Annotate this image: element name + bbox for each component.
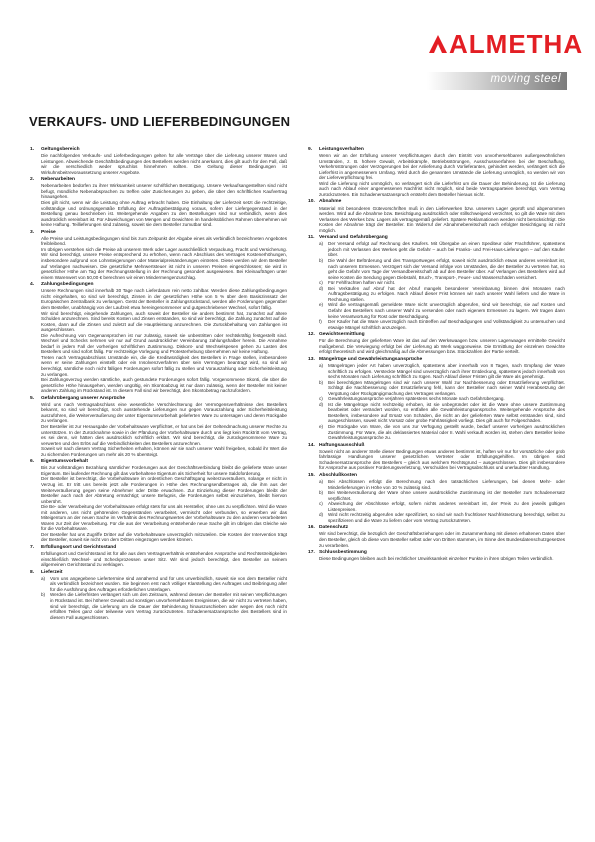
section-title: Zahlungsbedingungen <box>41 282 94 288</box>
list-item-text: Ist die Mängelrüge nicht rechtzeitig erhoben, ist sie unbegründet oder ist die Ware ohne unsere Zustimmung bearbeitet oder verändert worden, so entfallen alle Gewährleistungsansprüche. Weitergehende Ansprüche des Bestellers, insbesondere auf Ersatz von Schäden, die nicht an der gelieferten Ware selbst entstanden sind, sind ausgeschlossen, soweit nicht Vorsatz oder grobe Fahrlässigkeit vorliegt. Dies gilt auch für Folgeschäden. <box>328 401 565 424</box>
section-paragraph: Die nachfolgenden Verkaufs- und Lieferbedingungen gelten für alle Verträge über die Lieferung unserer Waren und Leistungen. Abweichende Geschäftsbedingungen des Bestellers werden nicht anerkannt, dies gilt auch für den Fall, daß wir die verschiedlich weder spruchlos hinnehmen sollten. Die Geltung dieser Bedingungen ist Wirkuhnsbeitrevoraussetzung unserer Angebote. <box>41 153 287 175</box>
section-paragraph: Der Besteller hat uns Zugriffe Dritter auf die Vorbehaltsware unverzüglich mitzuteilen. Die Kosten der Intervention trägt der Besteller, soweit sie nicht von dem Dritten eingezogen werden können. <box>41 531 287 543</box>
section-body <box>41 183 287 227</box>
section-number: 6. <box>30 459 35 465</box>
section-title: Gewichtsermittlung <box>319 332 365 338</box>
list-item-letter: f) <box>319 319 322 325</box>
section-title: Abnahme <box>319 199 342 205</box>
list-item-letter: a) <box>319 241 324 247</box>
section-paragraph: Nebenarbeiten bedürfen zu ihrer Wirksamkeit unserer schriftlichen Bestätigung. Unsere Verkaufsangestellten sind nicht befugt, mündliche Nebenabsprachen zu treffen oder Zusicherungen zu geben, die über den schriftlichen Kaufvertrag hinausgehen. <box>41 183 287 200</box>
section-body <box>41 465 287 543</box>
section-list-item <box>319 363 565 380</box>
section-title: Nebenarbeiten <box>41 177 75 183</box>
list-item-letter: d) <box>319 512 324 518</box>
section-body <box>319 479 565 523</box>
list-item-text: Für Fehlfrachten haften wir nicht. <box>328 280 396 286</box>
section-number: 13. <box>308 356 315 362</box>
section-paragraph: Für die Berechnung der gelieferten Ware ist das auf den Werkswaagen bzw. unseren Lagerwaagen ermittelte Gewicht maßgebend. Die Verwiegung erfolgt bei der Lieferung ab Werk waggonweise. Die Ermittlung der einzelnen Gewichte erfolgt theoretisch und wird gleichmäßig auf die Abmessungen bzw. Stückzahlen der Partie verteilt. <box>319 338 565 355</box>
list-item-text: Bei Verkäufen auf Abruf hat der Abruf mangels besonderer Vereinbarung binnen drei Monaten nach Auftragsbestätigung zu erfolgen. Nach Ablauf dieser Frist können wir nach unserer Wahl liefern und die Ware in Rechnung stellen. <box>328 285 565 302</box>
section-title: Mängelrüge und Gewährleistungsansprüche <box>319 356 423 362</box>
terms-section <box>30 282 287 393</box>
section-paragraph: Die Aufrechnung von Gegenansprüchen ist nur zulässig, soweit sie unbestritten oder rechtskräftig festgestellt sind. Wechsel und Schecks nehmen wir nur auf Grund ausdrücklicher Vereinbarung zahlungshalber herein. Die Annahme bedarf in jedem Fall der vorherigen schriftlichen Zustimmung. Diskont- und Wechselspesen gehen zu Lasten des Bestellers und sind sofort fällig. Für rechtzeitige Vorlegung und Protesterhebung übernehmen wir keine Haftung. <box>41 332 287 355</box>
section-paragraph: Wir sind berechtigt, eingehende Zahlungen, auch soweit der Besteller sie anders bestimmt hat, zunächst auf ältere Schulden anzurechnen. Sind bereits Kosten und Zinsen entstanden, so sind wir berechtigt, die Zahlung zunächst auf die Kosten, dann auf die Zinsen und zuletzt auf die Hauptleistung anzurechnen. Die Zurückbehaltung von Zahlungen ist ausgeschlossen. <box>41 310 287 333</box>
section-title: Abschlußkosten <box>319 472 358 478</box>
list-item-text: Werden die Lieferfristen verlängert sich um den Zeitraum, während dessen der Besteller mit seinen Verpflichtungen in Rückstand ist. Bei höherer Gewalt und sonstigen unvorhersehbaren Ereignissen, die wir nicht zu vertreten haben, sind wir berechtigt, die Lieferung um die Dauer der Behinderung hinauszuschieben oder wegen des noch nicht erfüllten Teiles ganz oder teilweise vom Vertrag zurückzutreten. Schadenersatzansprüche des Bestellers sind in diesem Fall ausgeschlossen. <box>50 592 287 620</box>
section-body <box>41 236 287 280</box>
section-body <box>319 363 565 441</box>
terms-section <box>30 177 287 227</box>
list-item-text: Bei Weiterveräußerung der Ware ohne unsere ausdrückliche Zustimmung ist der Besteller zum Schadenersatz verpflichtet. <box>328 490 565 501</box>
list-item-letter: e) <box>319 302 324 308</box>
list-item-letter: c) <box>319 280 323 286</box>
section-paragraph: Wir sind berechtigt, die bezüglich der Geschäftsbeziehungen oder im Zusammenhang mit diesen erhaltenen Daten über den Besteller, gleich ob diese vom Besteller selbst oder von Dritten stammen, im Sinne des Bundesdatenschutzgesetzes zu verarbeiten. <box>319 531 565 548</box>
section-paragraph: Diese Bedingungen bleiben auch bei rechtlicher Unwirksamkeit einzelner Punkte in ihren übrigen Teilen verbindlich. <box>319 556 554 562</box>
terms-section <box>30 230 287 280</box>
section-number: 4. <box>30 282 35 288</box>
section-number: 3. <box>30 229 35 235</box>
list-item-text: Die Wahl der Beförderung und des Transportweges erfolgt, soweit nicht ausdrücklich etwas anderes vereinbart ist, nach unserem Ermessen. Verzögert sich der Versand infolge von Umständen, die der Besteller zu vertreten hat, so geht die Gefahr vom Tage der Versandbereitschaft ab auf den Besteller über. Auf Verlangen des Bestellers wird auf seine Kosten die Sendung gegen Diebstahl, Bruch-, Transport-, Feuer- und Wasserschäden versichert. <box>328 258 565 280</box>
list-item-letter: a) <box>41 575 46 581</box>
section-paragraph: Wird uns nach Vertragsabschluss eine wesentliche Verschlechterung der Vermögensverhältnisse des Bestellers bekannt, so sind wir berechtigt, noch ausstehende Lieferungen nur gegen Vorauszahlung oder Sicherheitsleistung auszuführen, die Weiterveräußerung der unter Eigentumsvorbehalt gelieferten Ware zu untersagen und deren Rückgabe zu verlangen. <box>41 401 287 424</box>
section-list-item <box>319 424 565 441</box>
section-list-item <box>319 402 565 424</box>
section-paragraph: Die Be- oder Verarbeitung der Vorbehaltsware erfolgt stets für uns als Hersteller, ohne uns zu verpflichten. Wird die Ware mit anderen, uns nicht gehörenden Gegenständen verarbeitet, vermischt oder verbunden, so erwerben wir das Miteigentum an der neuen Sache im Verhältnis des Rechnungswertes der Vorbehaltsware zu den anderen verarbeiteten Waren zur Zeit der Verarbeitung. Für die aus der Verarbeitung entstehende neue Sache gilt im übrigen das Gleiche wie für die Vorbehaltsware. <box>41 504 287 532</box>
section-paragraph: Erfüllungsort und Gerichtsstand ist für alle aus dem Vertragsverhältnis entstehenden Ansprüche und Rechtsstreitigkeiten einschließlich Wechsel- und Scheckprozessen unser Sitz. Wir sind jedoch berechtigt, den Besteller an seinem allgemeinen Gerichtsstand zu verklagen. <box>41 551 287 568</box>
section-title: Gefahrübergang unserer Ansprüche <box>41 395 126 401</box>
section-paragraph: Soweit nicht an anderer Stelle dieser Bedingungen etwas anderes bestimmt ist, haften wir nur für vorsätzliche oder grob fahrlässige Handlungen unserer gesetzlichen Vertreter oder Erfüllungsgehilfen. Im übrigen sind Schadenersatzansprüche des Bestellers – gleich aus welchem Rechtsgrund – ausgeschlossen. Dies gilt insbesondere für Ansprüche aus positiver Forderungsverletzung, Verschulden bei Vertragsabschluss und unerlaubter Handlung. <box>319 448 565 471</box>
section-paragraph: Bis zur vollständigen Bezahlung sämtlicher Forderungen aus der Geschäftsverbindung bleibt die gelieferte Ware unser Eigentum. Bei laufender Rechnung gilt das vorbehaltene Eigentum als Sicherheit für unsere Saldoforderung. <box>41 465 287 476</box>
section-list-item <box>41 576 287 593</box>
list-item-letter: e) <box>319 423 324 429</box>
section-list-item <box>319 258 565 280</box>
list-item-text: Der Käufer hat die Ware unverzüglich nach Eintreffen auf Beschädigungen und Vollständigkeit zu untersuchen und etwaige Mängel schriftlich anzuzeigen. <box>328 319 565 330</box>
section-body <box>319 531 565 548</box>
terms-section <box>30 147 287 175</box>
page-title: VERKAUFS- UND LIEFERBEDINGUNGEN <box>29 114 291 129</box>
section-paragraph: Der Besteller ist berechtigt, die Vorbehaltsware im ordentlichen Geschäftsgang weiterzuveräußern, solange er nicht in Verzug ist. Er tritt uns bereits jetzt alle Forderungen in Höhe des Rechnungsendbetrages ab, die ihm aus der Weiterveräußerung gegen seine Abnehmer oder Dritte erwachsen. Zur Einziehung dieser Forderungen bleibt der Besteller auch nach der Abtretung ermächtigt; unsere Befugnis, die Forderungen selbst einzuziehen, bleibt hiervon unberührt. <box>41 476 287 504</box>
section-title: Lieferzeit <box>41 569 63 575</box>
section-paragraph: Alle Preise und Leistungsbedingungen sind bis zum Zeitpunkt der Abgabe eines als verbindlich bezeichneten Angebotes freibleibend. <box>41 235 287 247</box>
section-paragraph: Bei Zahlungsverzug werden sämtliche, auch gestundete Forderungen sofort fällig. Vorgenommene Skonti, die über die gesetzliche Höhe hinausgehen, werden ungültig, ein Skontoabzug ist nur dann zulässig, wenn der Besteller mit keiner anderen Zahlung im Rückstand ist. In diesem Fall sind wir berechtigt, den Skontobetrag nachzufordern. <box>41 377 287 394</box>
list-item-text: Vom uns angegebene Liefertermine sind annähernd und für uns unverbindlich, soweit sie von dem Besteller nicht als verbindlich bezeichnet wurden. Sie beginnen erst nach völliger Klarstellung des Auftrages und Beibringung aller für die Ausführung des Auftrages erforderlichen Unterlagen. <box>50 575 287 592</box>
section-body <box>319 556 565 562</box>
section-paragraph: Wird die Lieferung nicht unmöglich, so verlängert sich die Lieferfrist um die Dauer der Behinderung. Ist die Lieferung auch nach Ablauf einer angemessenen Nachfrist nicht möglich, sind beide Vertragsparteien berechtigt, vom Vertrag zurückzutreten. Ein Schadenersatzanspruch entsteht dem Besteller hieraus nicht. <box>319 180 565 197</box>
section-title: Datenschutz <box>319 525 349 531</box>
list-item-letter: c) <box>319 396 323 402</box>
section-list-item <box>319 302 565 319</box>
section-title: Eigentumsvorbehalt <box>41 459 89 465</box>
section-heading <box>308 199 565 205</box>
section-number: 17. <box>308 550 315 556</box>
section-list-item <box>319 490 565 501</box>
section-title: Geltungsbereich <box>41 147 80 152</box>
section-heading <box>30 396 287 402</box>
section-paragraph: Im übrigen verstehen sich die Preise ab unserem Werk oder Lager ausschließlich Verpackung, Fracht und Versicherung. Wir sind berechtigt, unsere Preise entsprechend zu erhöhen, wenn nach Abschluss des Vertrages Kostenerhöhungen, insbesondere aufgrund von Lohnsteigerungen oder Materialpreisänderungen eintreten. Diese werden wir dem Besteller auf Verlangen nachweisen. Die gesetzliche Mehrwertsteuer ist nicht in unseren Preisen eingeschlossen; sie wird in gesetzlicher Höhe am Tag der Rechnungsstellung in der Rechnung gesondert ausgewiesen. Bei Kleinaufträgen unter einem Warenwert von 50,00 € berechnen wir einen Mindermengenzuschlag. <box>41 246 287 280</box>
section-number: 11. <box>308 235 315 241</box>
list-item-letter: a) <box>319 362 324 368</box>
list-item-letter: d) <box>319 401 324 407</box>
section-list-item <box>319 286 565 303</box>
terms-section <box>308 550 565 562</box>
section-number: 5. <box>30 395 35 401</box>
section-list-item <box>319 501 565 512</box>
section-paragraph: Material mit besonderen Gütevorschriften muß in den Lieferwerken bzw. unserem Lager geprüft und abgenommen werden. Wird auf die Abnahme bzw. Besichtigung ausdrücklich oder stillschweigend verzichtet, so gilt die Ware mit dem Verlassen des Werkes bzw. Lagers als vertragsgemäß geliefert. Spätere Reklamationen werden nicht berücksichtigt. Die Kosten der Abnahme trägt der Besteller. Ein Widerruf der Abnahmebereitschaft nach erfolgter Besichtigung ist nicht möglich. <box>319 205 565 233</box>
list-item-letter: a) <box>319 479 324 484</box>
list-item-letter: c) <box>319 501 323 507</box>
section-body <box>41 153 287 175</box>
list-item-text: Der Versand erfolgt auf Rechnung des Käufers. Mit Übergabe an einen Spediteur oder Frachtführer, spätestens jedoch mit Verlassen des Werkes geht die Gefahr – auch bei Franko- und Frei-Haus-Lieferungen – auf den Käufer über. <box>328 241 565 258</box>
section-paragraph: Der Besteller ist zur Herausgabe der Vorbehaltsware verpflichtet, er hat uns bei der Geltendmachung unserer Rechte zu unterstützen. In der Zurücknahme sowie in der Pfändung der Vorbehaltsware durch uns liegt kein Rücktritt vom Vertrag, es sei denn, wir hätten dies ausdrücklich schriftlich erklärt. Wir sind berechtigt, die zurückgenommene Ware zu verwerten und den Erlös auf die Verbindlichkeiten des Bestellers anzurechnen. <box>41 423 287 446</box>
section-title: Erfüllungsort und Gerichtsstand <box>41 545 117 551</box>
section-list-item <box>319 512 565 523</box>
section-paragraph: Wenn wir an der Erfüllung unserer Verpflichtungen durch den Eintritt von unvorhersehbaren außergewöhnlichen Umständen, z. B. höhere Gewalt, Arbeitskämpfe, Betriebsstörungen, Ausschussverfahren bei der Beschaffung, Verkehrsstörungen oder Verzögerungen bei der Anlieferung durch Vorlieferanten, gehindert werden, verlängert sich die Lieferfrist in angemessenem Umfang. Wird durch die genannten Umstände die Lieferung unmöglich, so werden wir von der Lieferverpflichtung frei. <box>319 153 565 181</box>
section-number: 12. <box>308 332 315 338</box>
section-list-item <box>319 380 565 397</box>
section-paragraph: Soweit wir nach diesem Vertrag Sicherheiten erhalten, können wir sie nach unserer Wahl freigeben, sobald ihr Wert die zu sichernden Forderungen um mehr als 20 % übersteigt. <box>41 446 287 457</box>
logo-slogan: moving steel <box>490 73 561 85</box>
section-list-item <box>319 479 565 490</box>
section-body <box>41 576 287 620</box>
list-item-text: Mängelrügen jeder Art haben unverzüglich, spätestens aber innerhalb von 8 Tagen, nach Empfang der Ware schriftlich zu erfolgen. Versteckte Mängel sind unverzüglich nach ihrer Entdeckung, spätestens jedoch innerhalb von sechs Monaten nach Lieferung schriftlich zu rügen. Nach Ablauf dieser Fristen gilt die Ware als genehmigt. <box>328 362 565 380</box>
section-paragraph: Dies gilt nicht, wenn wir die Leistung ohne Auftrag erbracht haben. Die Einhaltung der Lieferzeit setzt die rechtzeitige, vollständige und ordnungsgemäße Erfüllung der Auftragsbestätigung voraus, sofern der Liefergegenstand in der Bestellung genau beschrieben ist. Weitergehende Angaben zu den Bestellungen sind nur verbindlich, wenn dies ausdrücklich vereinbart ist. Für Abweichungen von Mengen und Gewichten im handelsüblichen Rahmen übernehmen wir keine Haftung. Teillieferungen sind zulässig, soweit sie dem Besteller zumutbar sind. <box>41 200 287 228</box>
list-item-text: Bei Abschlüssen erfolgt die Berechnung nach den tatsächlichen Lieferungen, bei denen Mehr- oder Minderlieferungen in Höhe von 10 % zulässig sind. <box>328 479 565 490</box>
terms-section <box>308 357 565 441</box>
terms-section <box>308 199 565 233</box>
section-number: 2. <box>30 177 35 183</box>
list-item-letter: b) <box>41 592 46 598</box>
terms-section <box>308 147 565 197</box>
list-item-letter: b) <box>319 379 324 385</box>
terms-section <box>30 459 287 543</box>
logo-wordmark: ALMETHA <box>449 29 584 59</box>
terms-section <box>30 545 287 568</box>
terms-section <box>308 235 565 330</box>
section-body <box>319 449 565 471</box>
terms-section <box>30 570 287 620</box>
section-paragraph: Unsere Rechnungen sind innerhalb 30 Tage nach Lieferdatum rein netto zahlbar. Werden diese Zahlungsbedingungen nicht eingehalten, so sind wir berechtigt, Zinsen in der gesetzlichen Höhe von 5 % über dem Basiszinssatz der Europäischen Zentralbank zu verlangen. Gerät der Besteller in Zahlungsrückstand, werden alle Forderungen gegenüber dem Besteller, unabhängig von der Laufzeit etwa hereingenommener und gutgeschriebener Wechsel, sofort fällig. <box>41 288 287 310</box>
logo-mark-icon <box>427 33 449 55</box>
list-item-text: Die Rückgabe von Ware, die von uns zur Verfügung gestellt wurde, bedarf unserer vorherigen ausdrücklichen Zustimmung. Für Ware, die als deklassiertes Material oder II. Wahl verkauft worden ist, stehen dem Besteller keine Gewährleistungsansprüche zu. <box>328 423 565 441</box>
section-number: 1. <box>30 147 35 152</box>
list-item-text: Wird nicht rechtzeitig abgerufen oder spezifiziert, so sind wir nach fruchtloser Nachfristsetzung berechtigt, selbst zu spezifizieren und die Ware zu liefern oder vom Vertrag zurückzutreten. <box>328 512 565 523</box>
section-title: Haftungsausschluß <box>319 442 365 448</box>
section-body <box>41 288 287 393</box>
section-heading <box>308 443 565 449</box>
terms-section <box>308 443 565 471</box>
terms-column-left <box>30 147 287 622</box>
section-title: Versand und Gefahrübergang <box>319 235 388 241</box>
list-item-text: Wird die vertragsgemäß gemeldete Ware nicht unverzüglich abgerufen, sind wir berechtigt, sie auf Kosten und Gefahr des Bestellers nach unserer Wahl zu versenden oder nach eigenem Ermessen zu lagern. Wir tragen dann keine Verantwortung für Rost oder Beschädigung. <box>328 302 565 319</box>
section-list-item <box>319 319 565 330</box>
section-list-item <box>41 592 287 620</box>
section-number: 15. <box>308 472 315 478</box>
list-item-letter: b) <box>319 258 324 264</box>
section-number: 14. <box>308 442 315 448</box>
section-body <box>319 206 565 234</box>
section-number: 9. <box>308 147 313 152</box>
list-item-text: Abweichung der Abschlüsse erfolgt, sofern nichts anderes vereinbart ist, der Preis zu den jeweils gültigen Listenpreisen. <box>328 501 565 512</box>
section-body <box>41 402 287 457</box>
list-item-text: Bei berechtigten Mängelrügen sind wir nach unserer Wahl zur Nachbesserung oder Ersatzlieferung verpflichtet. Schlägt die Nachbesserung oder Ersatzlieferung fehl, kann der Besteller nach seiner Wahl Herabsetzung der Vergütung oder Rückgängigmachung des Vertrages verlangen. <box>328 379 565 396</box>
section-title: Leistungsverhalten <box>319 147 364 152</box>
list-item-letter: b) <box>319 490 324 496</box>
terms-section <box>308 525 565 548</box>
section-list-item <box>319 241 565 258</box>
section-paragraph: Treten nach Vertragsabschluss Umstände ein, die die Kreditwürdigkeit des Bestellers in Frage stellen, insbesondere wenn er seine Zahlungen einstellt oder ein Insolvenzverfahren über sein Vermögen beantragt wird, so sind wir berechtigt, sämtliche noch nicht fälligen Forderungen sofort fällig zu stellen und Vorauszahlung oder Sicherheitsleistung zu verlangen. <box>41 354 287 377</box>
section-number: 10. <box>308 199 315 205</box>
section-number: 8. <box>30 569 35 575</box>
logo-slogan-bar <box>427 72 567 90</box>
section-body <box>319 153 565 197</box>
section-title: Schlussbestimmung <box>319 550 367 556</box>
section-number: 16. <box>308 525 315 531</box>
list-item-letter: d) <box>319 285 324 291</box>
section-heading <box>30 230 287 236</box>
company-logo <box>427 29 584 93</box>
terms-section <box>30 396 287 458</box>
section-number: 7. <box>30 545 35 551</box>
section-body <box>41 551 287 568</box>
list-item-text: Gewährleistungsansprüche verjähren spätestens sechs Monate nach Gefahrübergang. <box>328 396 505 402</box>
section-body <box>319 241 565 330</box>
section-body <box>319 338 565 355</box>
terms-section <box>308 473 565 523</box>
terms-section <box>308 332 565 355</box>
terms-column-right <box>308 147 565 564</box>
section-title: Preise <box>41 229 56 235</box>
